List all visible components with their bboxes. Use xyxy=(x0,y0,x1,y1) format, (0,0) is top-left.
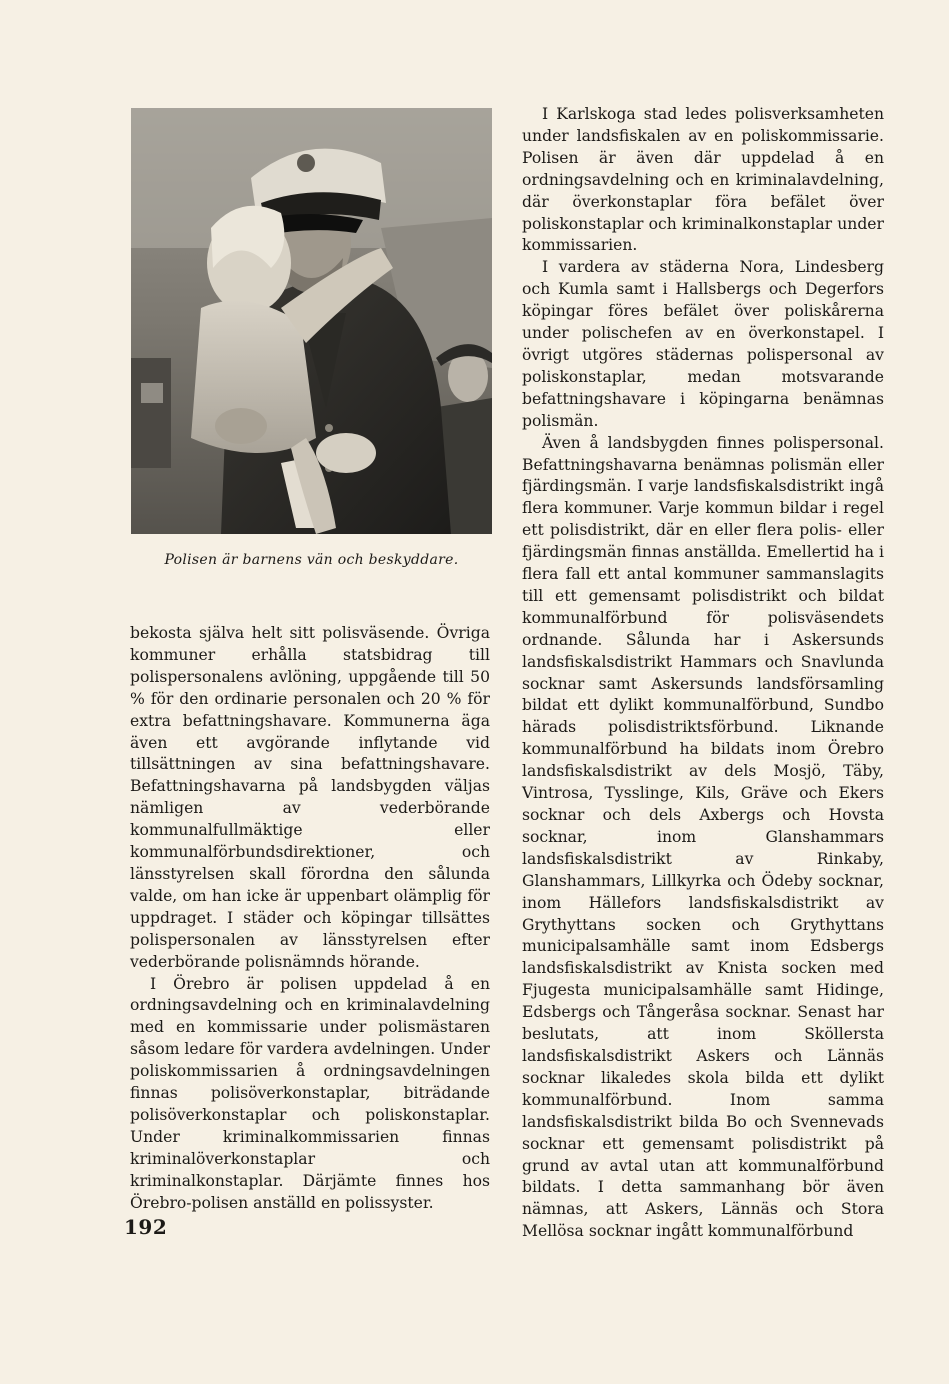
paragraph: I vardera av städerna Nora, Lindesberg och Kumla samt i Hallsbergs och Degerfors köpingar föres befälet över poliskårerna under polischefen av en överkonstapel. I övrigt utgöres städernas polispersonal av poliskonstaplar, medan motsvarande befattningshavare i köpingarna benämnas polismän. xyxy=(522,258,884,430)
paragraph: Även å landsbygden finnes polispersonal. Befattningshavarna benämnas polismän eller fjärdingsmän. I varje landsfiskalsdistrikt ingå flera kommuner. Varje kommun bildar i regel ett polisdistrikt, där en eller flera polis- eller fjärdingsmän finnas anställda. Emellertid ha i flera fall ett antal kommuner sammanslagits till ett gemensamt polisdistrikt och bildat kommunalförbund för polisväsendets ordnande. Sålunda har i Askersunds landsfiskalsdistrikt Hammars och Snavlunda socknar samt Askersunds landsförsamling bildat ett dylikt kommunalförbund, Sundbo härads polisdistriktsförbund. Liknande kommunalförbund ha bildats inom Örebro landsfiskalsdistrikt av dels Mosjö, Täby, Vintrosa, Tysslinge, Kils, Gräve och Ekers socknar och dels Axbergs och Hovsta socknar, inom Glanshammars landsfiskalsdistrikt av Rinkaby, Glanshammars, Lillkyrka och Ödeby socknar, inom Hällefors landsfiskalsdistrikt av Grythyttans socken och Grythyttans municipalsamhälle samt inom Edsbergs landsfiskalsdistrikt av Knista socken med Fjugesta municipalsamhälle samt Hidinge, Edsbergs och Tångeråsa socknar. Senast har beslutats, att inom Sköllersta landsfiskalsdistrikt Askers och Lännäs socknar likaledes skola bilda ett dylikt kommunalförbund. Inom samma landsfiskalsdistrikt bilda Bo och Svennevads socknar ett gemensamt polisdistrikt på grund av avtal utan att kommunalförbund bildats. I detta sammanhang bör även nämnas, att Askers, Lännäs och Stora Mellösa socknar ingått kommunalförbund xyxy=(522,433,884,1241)
right-text-column xyxy=(522,104,884,1243)
paragraph: bekosta själva helt sitt polisväsende. Övriga kommuner erhålla statsbidrag till polispersonalens avlöning, uppgående till 50 % för den ordinarie personalen och 20 % för extra befattningshavare. Kommunerna äga även ett avgörande inflytande vid tillsättningen av sina befattningshavare. Befattningshavarna på landsbygden väljas nämligen av vederbörande kommunalfullmäktige eller kommunalförbundsdirektioner, och länsstyrelsen skall förordna den sålunda valde, om han icke är uppenbart olämplig för uppdraget. I städer och köpingar tillsättes polispersonalen av länsstyrelsen efter vederbörande polisnämnds hörande. xyxy=(130,624,490,971)
police-child-photo xyxy=(131,108,492,534)
paragraph: I Karlskoga stad ledes polisverksamheten under landsfiskalen av en poliskommissarie. Polisen är även där uppdelad å en ordningsavdelning och en kriminalavdelning, där överkonstaplar föra befälet över poliskonstaplar och kriminalkonstaplar under kommissarien. xyxy=(522,105,884,255)
paragraph: I Örebro är polisen uppdelad å en ordningsavdelning och en kriminalavdelning med en kommissarie under polismästaren såsom ledare för vardera avdelningen. Under poliskommissarien å ordningsavdelningen finnas polisöverkonstaplar, biträdande polisöverkonstaplar och poliskonstaplar. Under kriminalkommissarien finnas kriminalöverkonstaplar och kriminalkonstaplar. Därjämte finnes hos Örebro-polisen anställd en polissyster. xyxy=(130,974,491,1212)
left-text-column xyxy=(130,623,490,1214)
photo-caption: Polisen är barnens vän och beskyddare. xyxy=(164,552,459,568)
page-number: 192 xyxy=(124,1215,168,1239)
photo-image xyxy=(131,108,492,534)
